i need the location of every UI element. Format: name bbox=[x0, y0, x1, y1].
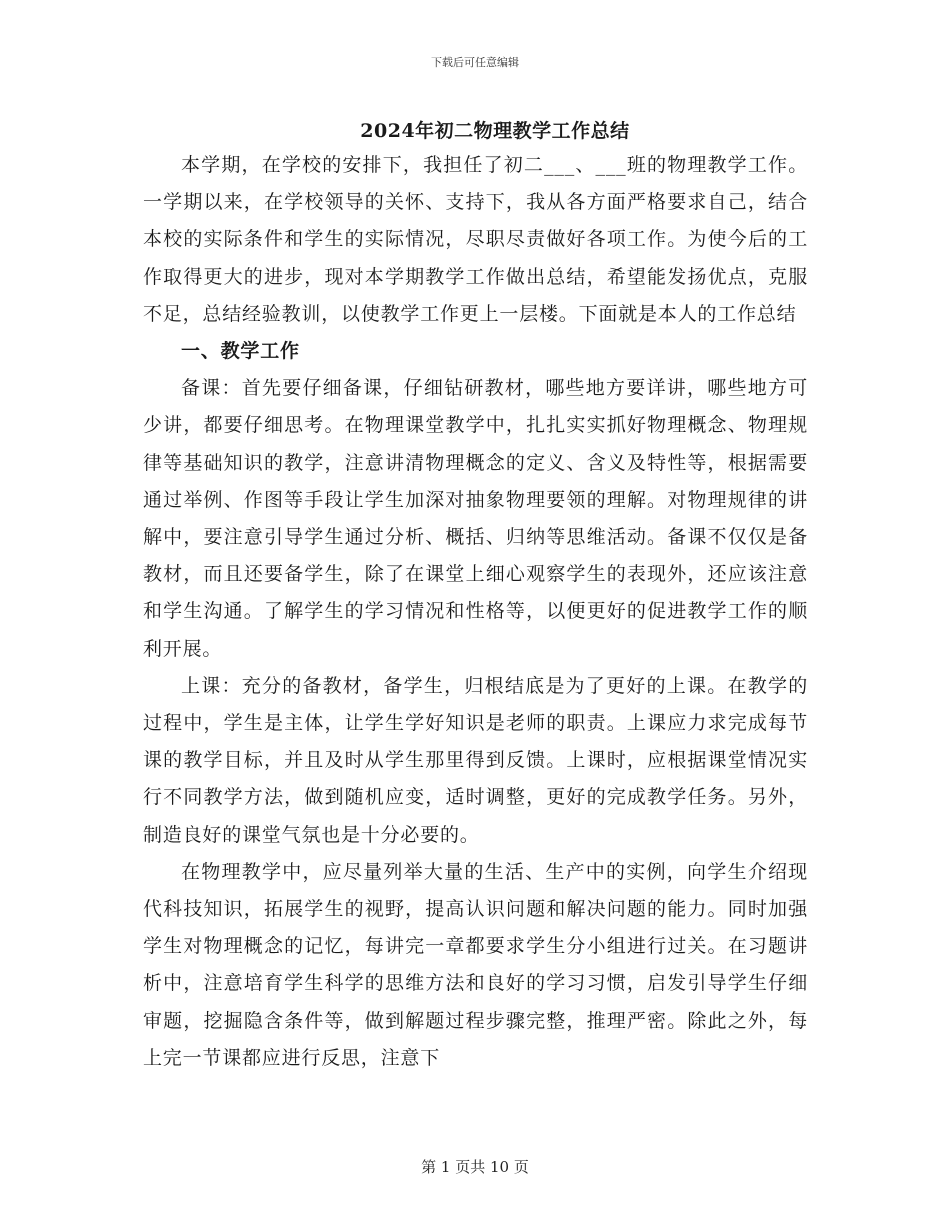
body-paragraph: 上课：充分的备教材，备学生，归根结底是为了更好的上课。在教学的过程中，学生是主体，让学生学好知识是老师的职责。上课应力求完成每节课的教学目标，并且及时从学生那里得到反馈。上课时，应根据课堂情况实行不同教学方法，做到随机应变，适时调整，更好的完成教学任务。另外，制造良好的课堂气氛也是十分必要的。 bbox=[143, 674, 808, 846]
body-paragraph: 备课：首先要仔细备课，仔细钻研教材，哪些地方要详讲，哪些地方可少讲，都要仔细思考。在物理课堂教学中，扎扎实实抓好物理概念、物理规律等基础知识的教学，注意讲清物理概念的定义、含义及特性等，根据需要通过举例、作图等手段让学生加深对抽象物理要领的理解。对物理规律的讲解中，要注意引导学生通过分析、概括、归纳等思维活动。备课不仅仅是备教材，而且还要备学生，除了在课堂上细心观察学生的表现外，还应该注意和学生沟通。了解学生的学习情况和性格等，以便更好的促进教学工作的顺利开展。 bbox=[143, 377, 808, 660]
document-body bbox=[143, 147, 808, 1077]
section-heading: 一、教学工作 bbox=[181, 340, 300, 363]
page-number: 第 1 页共 10 页 bbox=[421, 1158, 529, 1176]
body-paragraph: 本学期，在学校的安排下，我担任了初二___、___班的物理教学工作。一学期以来，在学校领导的关怀、支持下，我从各方面严格要求自己，结合本校的实际条件和学生的实际情况，尽职尽责做好各项工作。为使今后的工作取得更大的进步，现对本学期教学工作做出总结，希望能发扬优点，克服不足，总结经验教训，以使教学工作更上一层楼。下面就是本人的工作总结 bbox=[143, 154, 808, 325]
body-paragraph: 在物理教学中，应尽量列举大量的生活、生产中的实例，向学生介绍现代科技知识，拓展学生的视野，提高认识问题和解决问题的能力。同时加强学生对物理概念的记忆，每讲完一章都要求学生分小组进行过关。在习题讲析中，注意培育学生科学的思维方法和良好的学习习惯，启发引导学生仔细审题，挖掘隐含条件等，做到解题过程步骤完整，推理严密。除此之外，每上完一节课都应进行反思，注意下 bbox=[143, 860, 808, 1069]
page-header-note: 下载后可任意编辑 bbox=[431, 56, 519, 69]
document-title: 2024年初二物理教学工作总结 bbox=[360, 120, 630, 142]
